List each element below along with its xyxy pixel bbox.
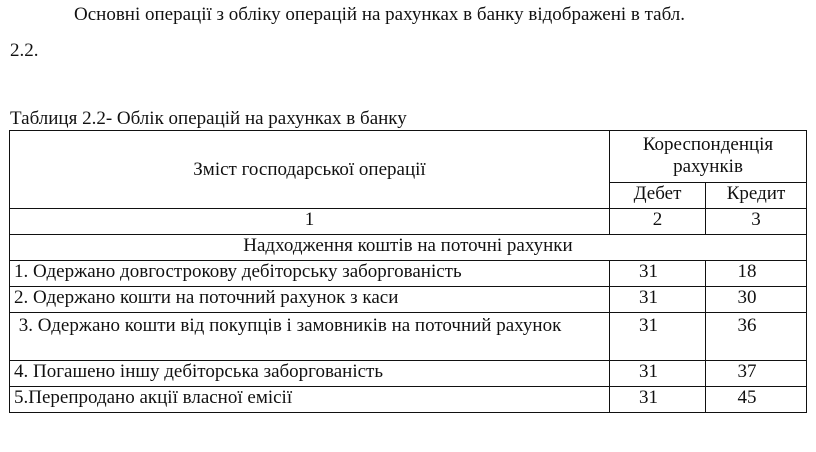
column-numbers-row <box>10 209 807 235</box>
section-row <box>10 235 807 261</box>
header-content: Зміст господарської операції <box>10 131 610 209</box>
debit-value: 31 <box>610 361 706 387</box>
credit-value: 18 <box>706 261 807 287</box>
credit-value: 30 <box>706 287 807 313</box>
table-row <box>10 387 807 413</box>
col-number-2: 2 <box>610 209 706 235</box>
operation-text: 4. Погашено іншу дебіторська заборгованість <box>10 361 610 387</box>
debit-value: 31 <box>610 387 706 413</box>
debit-value: 31 <box>610 261 706 287</box>
credit-value: 45 <box>706 387 807 413</box>
col-number-1: 1 <box>10 209 610 235</box>
table-row <box>10 361 807 387</box>
intro-line-1: Основні операції з обліку операцій на рахунках в банку відображені в табл. <box>74 4 686 25</box>
debit-value: 31 <box>610 313 706 361</box>
operations-table <box>9 130 807 413</box>
credit-value: 37 <box>706 361 807 387</box>
section-title: Надходження коштів на поточні рахунки <box>10 235 807 261</box>
operation-text: 5.Перепродано акції власної емісії <box>10 387 610 413</box>
col-number-3: 3 <box>706 209 807 235</box>
operation-text: 3. Одержано кошти від покупців і замовників на поточний рахунок <box>10 313 610 361</box>
operation-text: 1. Одержано довгострокову дебіторську заборгованість <box>10 261 610 287</box>
header-debit: Дебет <box>610 183 706 209</box>
debit-value: 31 <box>610 287 706 313</box>
operation-text: 2. Одержано кошти на поточний рахунок з каси <box>10 287 610 313</box>
table-caption: Таблиця 2.2- Облік операцій на рахунках в банку <box>10 108 407 129</box>
table-row <box>10 313 807 361</box>
header-credit: Кредит <box>706 183 807 209</box>
intro-line-2: 2.2. <box>10 40 39 61</box>
credit-value: 36 <box>706 313 807 361</box>
table-row <box>10 287 807 313</box>
table-header-row <box>10 131 807 183</box>
header-correspondence: Кореспонденція рахунків <box>610 131 807 183</box>
table-row <box>10 261 807 287</box>
